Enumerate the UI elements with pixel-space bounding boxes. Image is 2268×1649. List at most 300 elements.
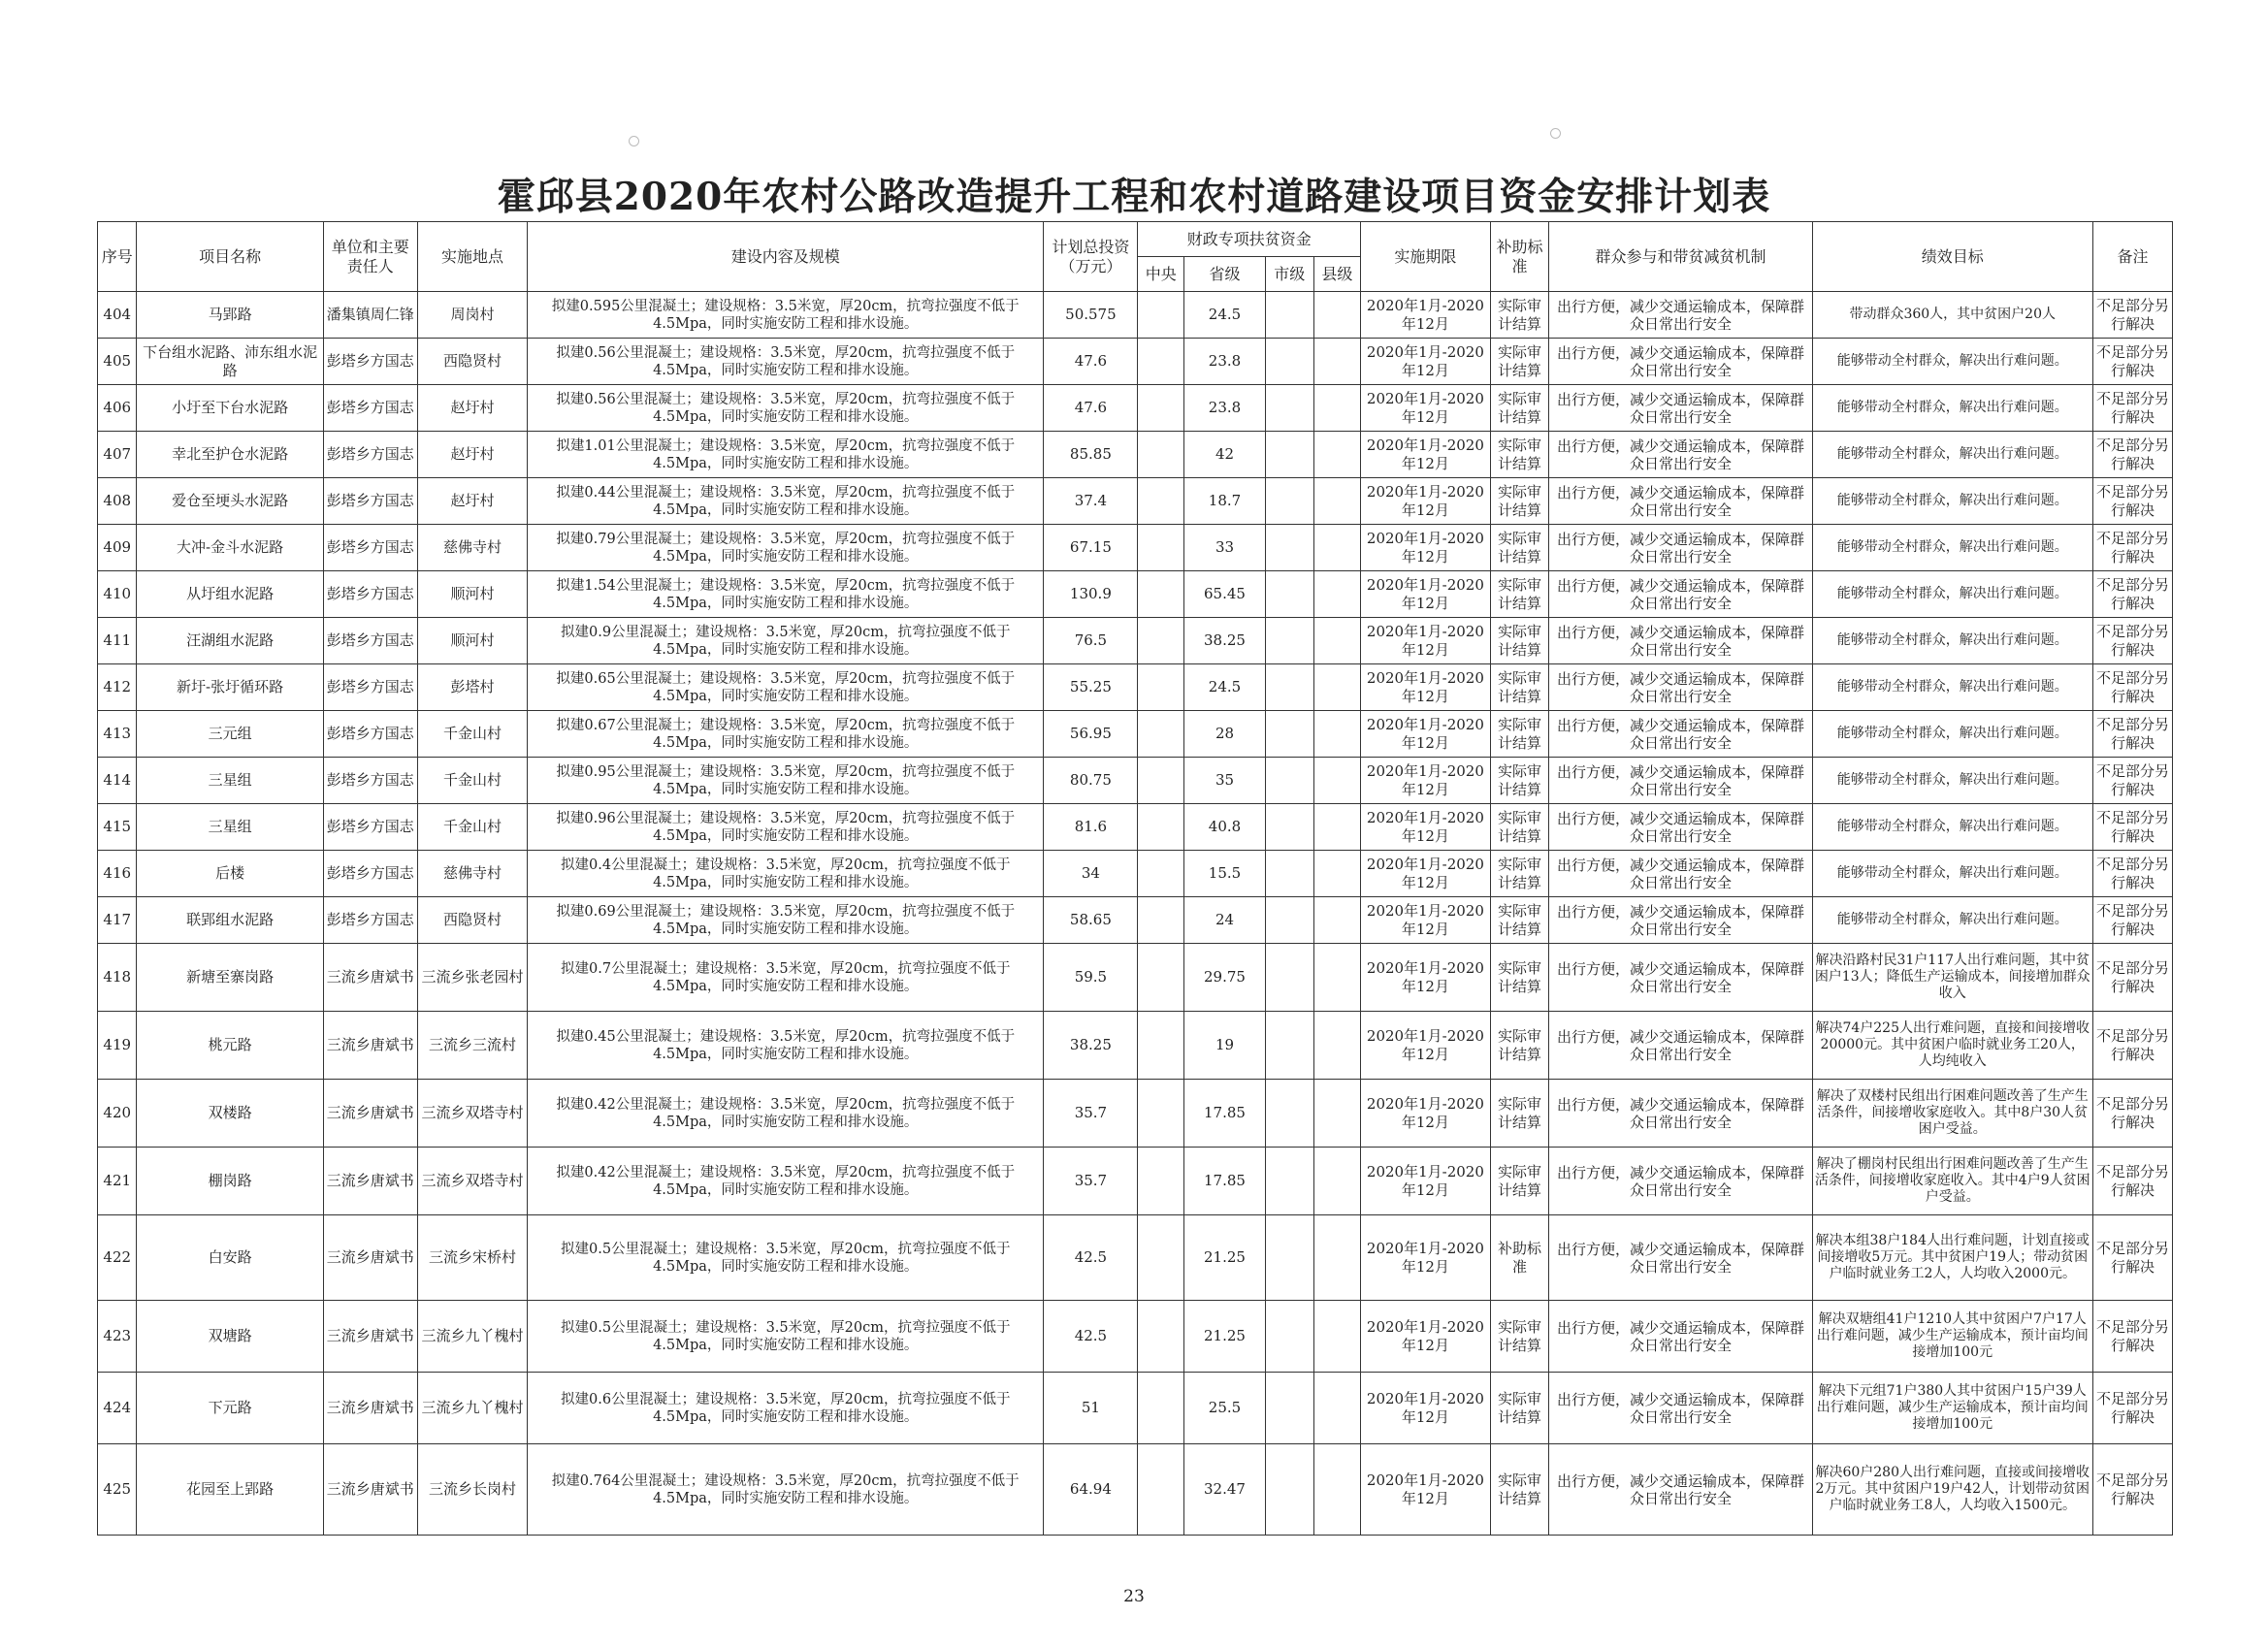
period-cell: 2020年1月-2020年12月 xyxy=(1361,1215,1491,1301)
performance-cell: 能够带动全村群众，解决出行难问题。 xyxy=(1812,758,2092,804)
standard-cell: 实际审计结算 xyxy=(1490,711,1549,758)
mechanism-cell: 出行方便，减少交通运输成本，保障群众日常出行安全 xyxy=(1549,1444,1812,1536)
invest-cell: 58.65 xyxy=(1044,897,1138,944)
mechanism-cell: 出行方便，减少交通运输成本，保障群众日常出行安全 xyxy=(1549,758,1812,804)
header-county: 县级 xyxy=(1313,257,1361,292)
mechanism-cell: 出行方便，减少交通运输成本，保障群众日常出行安全 xyxy=(1549,1301,1812,1373)
name-cell: 联郢组水泥路 xyxy=(137,897,323,944)
table-row xyxy=(98,1373,2173,1444)
province-cell: 23.8 xyxy=(1184,339,1266,385)
unit-cell: 三流乡唐斌书 xyxy=(323,1373,417,1444)
standard-cell: 实际审计结算 xyxy=(1490,1301,1549,1373)
city-cell xyxy=(1265,618,1313,664)
province-cell: 18.7 xyxy=(1184,478,1266,525)
province-cell: 15.5 xyxy=(1184,851,1266,897)
unit-cell: 三流乡唐斌书 xyxy=(323,1148,417,1215)
county-cell xyxy=(1313,618,1361,664)
province-cell: 38.25 xyxy=(1184,618,1266,664)
location-cell: 周岗村 xyxy=(417,292,527,339)
period-cell: 2020年1月-2020年12月 xyxy=(1361,758,1491,804)
mechanism-cell: 出行方便，减少交通运输成本，保障群众日常出行安全 xyxy=(1549,711,1812,758)
seq-cell: 424 xyxy=(98,1373,137,1444)
city-cell xyxy=(1265,897,1313,944)
standard-cell: 实际审计结算 xyxy=(1490,1148,1549,1215)
table-row xyxy=(98,664,2173,711)
performance-cell: 能够带动全村群众，解决出行难问题。 xyxy=(1812,618,2092,664)
invest-cell: 42.5 xyxy=(1044,1215,1138,1301)
content-cell: 拟建0.69公里混凝土；建设规格：3.5米宽，厚20cm，抗弯拉强度不低于4.5Mpa，同时实施安防工程和排水设施。 xyxy=(528,897,1044,944)
period-cell: 2020年1月-2020年12月 xyxy=(1361,385,1491,432)
county-cell xyxy=(1313,339,1361,385)
name-cell: 小圩至下台水泥路 xyxy=(137,385,323,432)
standard-cell: 实际审计结算 xyxy=(1490,1373,1549,1444)
standard-cell: 实际审计结算 xyxy=(1490,758,1549,804)
county-cell xyxy=(1313,1012,1361,1080)
city-cell xyxy=(1265,571,1313,618)
province-cell: 17.85 xyxy=(1184,1148,1266,1215)
county-cell xyxy=(1313,758,1361,804)
mechanism-cell: 出行方便，减少交通运输成本，保障群众日常出行安全 xyxy=(1549,525,1812,571)
unit-cell: 彭塔乡方国志 xyxy=(323,525,417,571)
city-cell xyxy=(1265,944,1313,1012)
performance-cell: 能够带动全村群众，解决出行难问题。 xyxy=(1812,571,2092,618)
seq-cell: 422 xyxy=(98,1215,137,1301)
city-cell xyxy=(1265,478,1313,525)
remark-cell: 不足部分另行解决 xyxy=(2092,851,2172,897)
scan-mark xyxy=(1550,128,1561,139)
invest-cell: 56.95 xyxy=(1044,711,1138,758)
invest-cell: 47.6 xyxy=(1044,385,1138,432)
performance-cell: 能够带动全村群众，解决出行难问题。 xyxy=(1812,432,2092,478)
content-cell: 拟建0.42公里混凝土；建设规格：3.5米宽，厚20cm，抗弯拉强度不低于4.5Mpa，同时实施安防工程和排水设施。 xyxy=(528,1080,1044,1148)
period-cell: 2020年1月-2020年12月 xyxy=(1361,711,1491,758)
province-cell: 24.5 xyxy=(1184,664,1266,711)
city-cell xyxy=(1265,292,1313,339)
remark-cell: 不足部分另行解决 xyxy=(2092,944,2172,1012)
mechanism-cell: 出行方便，减少交通运输成本，保障群众日常出行安全 xyxy=(1549,1215,1812,1301)
location-cell: 三流乡双塔寺村 xyxy=(417,1148,527,1215)
header-location: 实施地点 xyxy=(417,222,527,292)
standard-cell: 实际审计结算 xyxy=(1490,664,1549,711)
location-cell: 西隐贤村 xyxy=(417,897,527,944)
standard-cell: 实际审计结算 xyxy=(1490,1080,1549,1148)
content-cell: 拟建0.7公里混凝土；建设规格：3.5米宽，厚20cm，抗弯拉强度不低于4.5Mpa，同时实施安防工程和排水设施。 xyxy=(528,944,1044,1012)
central-cell xyxy=(1138,292,1184,339)
province-cell: 23.8 xyxy=(1184,385,1266,432)
remark-cell: 不足部分另行解决 xyxy=(2092,1215,2172,1301)
unit-cell: 彭塔乡方国志 xyxy=(323,385,417,432)
city-cell xyxy=(1265,1444,1313,1536)
header-remark: 备注 xyxy=(2092,222,2172,292)
page-title: 霍邱县2020年农村公路改造提升工程和农村道路建设项目资金安排计划表 xyxy=(497,175,1771,219)
remark-cell: 不足部分另行解决 xyxy=(2092,525,2172,571)
unit-cell: 彭塔乡方国志 xyxy=(323,432,417,478)
remark-cell: 不足部分另行解决 xyxy=(2092,1301,2172,1373)
invest-cell: 85.85 xyxy=(1044,432,1138,478)
location-cell: 千金山村 xyxy=(417,758,527,804)
table-row xyxy=(98,1148,2173,1215)
city-cell xyxy=(1265,851,1313,897)
province-cell: 65.45 xyxy=(1184,571,1266,618)
invest-cell: 81.6 xyxy=(1044,804,1138,851)
content-cell: 拟建0.45公里混凝土；建设规格：3.5米宽，厚20cm，抗弯拉强度不低于4.5Mpa，同时实施安防工程和排水设施。 xyxy=(528,1012,1044,1080)
central-cell xyxy=(1138,804,1184,851)
content-cell: 拟建0.65公里混凝土；建设规格：3.5米宽，厚20cm，抗弯拉强度不低于4.5Mpa，同时实施安防工程和排水设施。 xyxy=(528,664,1044,711)
unit-cell: 彭塔乡方国志 xyxy=(323,897,417,944)
content-cell: 拟建0.5公里混凝土；建设规格：3.5米宽，厚20cm，抗弯拉强度不低于4.5Mpa，同时实施安防工程和排水设施。 xyxy=(528,1301,1044,1373)
remark-cell: 不足部分另行解决 xyxy=(2092,758,2172,804)
content-cell: 拟建0.5公里混凝土；建设规格：3.5米宽，厚20cm，抗弯拉强度不低于4.5Mpa，同时实施安防工程和排水设施。 xyxy=(528,1215,1044,1301)
seq-cell: 416 xyxy=(98,851,137,897)
central-cell xyxy=(1138,1215,1184,1301)
location-cell: 顺河村 xyxy=(417,571,527,618)
county-cell xyxy=(1313,478,1361,525)
mechanism-cell: 出行方便，减少交通运输成本，保障群众日常出行安全 xyxy=(1549,1148,1812,1215)
location-cell: 三流乡三流村 xyxy=(417,1012,527,1080)
name-cell: 下元路 xyxy=(137,1373,323,1444)
central-cell xyxy=(1138,525,1184,571)
central-cell xyxy=(1138,478,1184,525)
city-cell xyxy=(1265,432,1313,478)
name-cell: 后楼 xyxy=(137,851,323,897)
province-cell: 33 xyxy=(1184,525,1266,571)
seq-cell: 409 xyxy=(98,525,137,571)
seq-cell: 418 xyxy=(98,944,137,1012)
seq-cell: 419 xyxy=(98,1012,137,1080)
invest-cell: 37.4 xyxy=(1044,478,1138,525)
name-cell: 双塘路 xyxy=(137,1301,323,1373)
mechanism-cell: 出行方便，减少交通运输成本，保障群众日常出行安全 xyxy=(1549,618,1812,664)
province-cell: 32.47 xyxy=(1184,1444,1266,1536)
seq-cell: 406 xyxy=(98,385,137,432)
unit-cell: 三流乡唐斌书 xyxy=(323,944,417,1012)
period-cell: 2020年1月-2020年12月 xyxy=(1361,851,1491,897)
table-row xyxy=(98,711,2173,758)
mechanism-cell: 出行方便，减少交通运输成本，保障群众日常出行安全 xyxy=(1549,664,1812,711)
mechanism-cell: 出行方便，减少交通运输成本，保障群众日常出行安全 xyxy=(1549,1080,1812,1148)
content-cell: 拟建0.56公里混凝土；建设规格：3.5米宽，厚20cm，抗弯拉强度不低于4.5Mpa，同时实施安防工程和排水设施。 xyxy=(528,339,1044,385)
city-cell xyxy=(1265,1215,1313,1301)
header-invest: 计划总投资（万元） xyxy=(1044,222,1138,292)
location-cell: 赵圩村 xyxy=(417,432,527,478)
unit-cell: 三流乡唐斌书 xyxy=(323,1080,417,1148)
location-cell: 赵圩村 xyxy=(417,478,527,525)
mechanism-cell: 出行方便，减少交通运输成本，保障群众日常出行安全 xyxy=(1549,478,1812,525)
name-cell: 马郢路 xyxy=(137,292,323,339)
central-cell xyxy=(1138,664,1184,711)
standard-cell: 实际审计结算 xyxy=(1490,944,1549,1012)
city-cell xyxy=(1265,1080,1313,1148)
unit-cell: 三流乡唐斌书 xyxy=(323,1301,417,1373)
content-cell: 拟建0.6公里混凝土；建设规格：3.5米宽，厚20cm，抗弯拉强度不低于4.5Mpa，同时实施安防工程和排水设施。 xyxy=(528,1373,1044,1444)
name-cell: 双楼路 xyxy=(137,1080,323,1148)
mechanism-cell: 出行方便，减少交通运输成本，保障群众日常出行安全 xyxy=(1549,1012,1812,1080)
invest-cell: 50.575 xyxy=(1044,292,1138,339)
invest-cell: 59.5 xyxy=(1044,944,1138,1012)
city-cell xyxy=(1265,664,1313,711)
seq-cell: 412 xyxy=(98,664,137,711)
invest-cell: 47.6 xyxy=(1044,339,1138,385)
content-cell: 拟建0.44公里混凝土；建设规格：3.5米宽，厚20cm，抗弯拉强度不低于4.5Mpa，同时实施安防工程和排水设施。 xyxy=(528,478,1044,525)
mechanism-cell: 出行方便，减少交通运输成本，保障群众日常出行安全 xyxy=(1549,804,1812,851)
central-cell xyxy=(1138,571,1184,618)
table-row xyxy=(98,897,2173,944)
name-cell: 三元组 xyxy=(137,711,323,758)
mechanism-cell: 出行方便，减少交通运输成本，保障群众日常出行安全 xyxy=(1549,432,1812,478)
mechanism-cell: 出行方便，减少交通运输成本，保障群众日常出行安全 xyxy=(1549,1373,1812,1444)
performance-cell: 能够带动全村群众，解决出行难问题。 xyxy=(1812,711,2092,758)
city-cell xyxy=(1265,711,1313,758)
central-cell xyxy=(1138,711,1184,758)
seq-cell: 420 xyxy=(98,1080,137,1148)
table-row xyxy=(98,525,2173,571)
name-cell: 汪湖组水泥路 xyxy=(137,618,323,664)
period-cell: 2020年1月-2020年12月 xyxy=(1361,432,1491,478)
standard-cell: 实际审计结算 xyxy=(1490,1444,1549,1536)
location-cell: 三流乡宋桥村 xyxy=(417,1215,527,1301)
performance-cell: 解决下元组71户380人其中贫困户15户39人出行难问题，减少生产运输成本，预计亩均间接增加100元 xyxy=(1812,1373,2092,1444)
scan-mark xyxy=(629,136,639,146)
unit-cell: 三流乡唐斌书 xyxy=(323,1215,417,1301)
table-row xyxy=(98,385,2173,432)
standard-cell: 实际审计结算 xyxy=(1490,525,1549,571)
standard-cell: 实际审计结算 xyxy=(1490,385,1549,432)
header-unit: 单位和主要责任人 xyxy=(323,222,417,292)
name-cell: 大冲-金斗水泥路 xyxy=(137,525,323,571)
remark-cell: 不足部分另行解决 xyxy=(2092,1080,2172,1148)
performance-cell: 解决本组38户184人出行难问题，计划直接或间接增收5万元。其中贫困户19人；带动贫困户临时就业务工2人，人均收入2000元。 xyxy=(1812,1215,2092,1301)
table-row xyxy=(98,944,2173,1012)
province-cell: 24 xyxy=(1184,897,1266,944)
province-cell: 21.25 xyxy=(1184,1301,1266,1373)
city-cell xyxy=(1265,1148,1313,1215)
performance-cell: 能够带动全村群众，解决出行难问题。 xyxy=(1812,804,2092,851)
county-cell xyxy=(1313,1373,1361,1444)
remark-cell: 不足部分另行解决 xyxy=(2092,385,2172,432)
remark-cell: 不足部分另行解决 xyxy=(2092,804,2172,851)
location-cell: 西隐贤村 xyxy=(417,339,527,385)
content-cell: 拟建0.42公里混凝土；建设规格：3.5米宽，厚20cm，抗弯拉强度不低于4.5Mpa，同时实施安防工程和排水设施。 xyxy=(528,1148,1044,1215)
table-row xyxy=(98,1012,2173,1080)
invest-cell: 55.25 xyxy=(1044,664,1138,711)
header-performance: 绩效目标 xyxy=(1812,222,2092,292)
seq-cell: 404 xyxy=(98,292,137,339)
table-row xyxy=(98,339,2173,385)
remark-cell: 不足部分另行解决 xyxy=(2092,432,2172,478)
location-cell: 三流乡九丫槐村 xyxy=(417,1373,527,1444)
period-cell: 2020年1月-2020年12月 xyxy=(1361,292,1491,339)
header-period: 实施期限 xyxy=(1361,222,1491,292)
county-cell xyxy=(1313,664,1361,711)
content-cell: 拟建0.764公里混凝土；建设规格：3.5米宽，厚20cm，抗弯拉强度不低于4.5Mpa，同时实施安防工程和排水设施。 xyxy=(528,1444,1044,1536)
name-cell: 花园至上郢路 xyxy=(137,1444,323,1536)
table-row xyxy=(98,1215,2173,1301)
county-cell xyxy=(1313,711,1361,758)
header-content: 建设内容及规模 xyxy=(528,222,1044,292)
seq-cell: 417 xyxy=(98,897,137,944)
remark-cell: 不足部分另行解决 xyxy=(2092,1444,2172,1536)
mechanism-cell: 出行方便，减少交通运输成本，保障群众日常出行安全 xyxy=(1549,897,1812,944)
content-cell: 拟建0.96公里混凝土；建设规格：3.5米宽，厚20cm，抗弯拉强度不低于4.5Mpa，同时实施安防工程和排水设施。 xyxy=(528,804,1044,851)
header-standard: 补助标准 xyxy=(1490,222,1549,292)
table-row xyxy=(98,758,2173,804)
content-cell: 拟建1.54公里混凝土；建设规格：3.5米宽，厚20cm，抗弯拉强度不低于4.5Mpa，同时实施安防工程和排水设施。 xyxy=(528,571,1044,618)
table-row xyxy=(98,851,2173,897)
invest-cell: 38.25 xyxy=(1044,1012,1138,1080)
name-cell: 下台组水泥路、沛东组水泥路 xyxy=(137,339,323,385)
unit-cell: 三流乡唐斌书 xyxy=(323,1012,417,1080)
central-cell xyxy=(1138,897,1184,944)
header-province: 省级 xyxy=(1184,257,1266,292)
location-cell: 慈佛寺村 xyxy=(417,525,527,571)
content-cell: 拟建0.79公里混凝土；建设规格：3.5米宽，厚20cm，抗弯拉强度不低于4.5Mpa，同时实施安防工程和排水设施。 xyxy=(528,525,1044,571)
seq-cell: 410 xyxy=(98,571,137,618)
seq-cell: 415 xyxy=(98,804,137,851)
performance-cell: 能够带动全村群众，解决出行难问题。 xyxy=(1812,525,2092,571)
content-cell: 拟建0.56公里混凝土；建设规格：3.5米宽，厚20cm，抗弯拉强度不低于4.5Mpa，同时实施安防工程和排水设施。 xyxy=(528,385,1044,432)
performance-cell: 解决74户225人出行难问题，直接和间接增收20000元。其中贫困户临时就业务工20人，人均纯收入 xyxy=(1812,1012,2092,1080)
city-cell xyxy=(1265,758,1313,804)
header-central: 中央 xyxy=(1138,257,1184,292)
county-cell xyxy=(1313,1444,1361,1536)
county-cell xyxy=(1313,292,1361,339)
table-row xyxy=(98,571,2173,618)
funding-plan-table xyxy=(97,221,2173,1536)
central-cell xyxy=(1138,851,1184,897)
unit-cell: 彭塔乡方国志 xyxy=(323,711,417,758)
county-cell xyxy=(1313,432,1361,478)
unit-cell: 彭塔乡方国志 xyxy=(323,664,417,711)
city-cell xyxy=(1265,1301,1313,1373)
performance-cell: 能够带动全村群众，解决出行难问题。 xyxy=(1812,851,2092,897)
mechanism-cell: 出行方便，减少交通运输成本，保障群众日常出行安全 xyxy=(1549,292,1812,339)
invest-cell: 67.15 xyxy=(1044,525,1138,571)
standard-cell: 实际审计结算 xyxy=(1490,804,1549,851)
location-cell: 彭塔村 xyxy=(417,664,527,711)
performance-cell: 能够带动全村群众，解决出行难问题。 xyxy=(1812,478,2092,525)
table-row xyxy=(98,618,2173,664)
location-cell: 赵圩村 xyxy=(417,385,527,432)
invest-cell: 42.5 xyxy=(1044,1301,1138,1373)
period-cell: 2020年1月-2020年12月 xyxy=(1361,1148,1491,1215)
seq-cell: 421 xyxy=(98,1148,137,1215)
table-row xyxy=(98,1080,2173,1148)
performance-cell: 能够带动全村群众，解决出行难问题。 xyxy=(1812,664,2092,711)
period-cell: 2020年1月-2020年12月 xyxy=(1361,571,1491,618)
standard-cell: 补助标准 xyxy=(1490,1215,1549,1301)
header-city: 市级 xyxy=(1265,257,1313,292)
standard-cell: 实际审计结算 xyxy=(1490,1012,1549,1080)
mechanism-cell: 出行方便，减少交通运输成本，保障群众日常出行安全 xyxy=(1549,571,1812,618)
table-row xyxy=(98,292,2173,339)
central-cell xyxy=(1138,1301,1184,1373)
unit-cell: 彭塔乡方国志 xyxy=(323,478,417,525)
name-cell: 三星组 xyxy=(137,804,323,851)
header-name: 项目名称 xyxy=(137,222,323,292)
province-cell: 25.5 xyxy=(1184,1373,1266,1444)
county-cell xyxy=(1313,944,1361,1012)
city-cell xyxy=(1265,525,1313,571)
central-cell xyxy=(1138,944,1184,1012)
invest-cell: 35.7 xyxy=(1044,1148,1138,1215)
central-cell xyxy=(1138,758,1184,804)
seq-cell: 413 xyxy=(98,711,137,758)
remark-cell: 不足部分另行解决 xyxy=(2092,292,2172,339)
performance-cell: 能够带动全村群众，解决出行难问题。 xyxy=(1812,385,2092,432)
standard-cell: 实际审计结算 xyxy=(1490,851,1549,897)
period-cell: 2020年1月-2020年12月 xyxy=(1361,1012,1491,1080)
standard-cell: 实际审计结算 xyxy=(1490,897,1549,944)
seq-cell: 405 xyxy=(98,339,137,385)
name-cell: 桃元路 xyxy=(137,1012,323,1080)
name-cell: 白安路 xyxy=(137,1215,323,1301)
mechanism-cell: 出行方便，减少交通运输成本，保障群众日常出行安全 xyxy=(1549,339,1812,385)
county-cell xyxy=(1313,385,1361,432)
central-cell xyxy=(1138,1444,1184,1536)
invest-cell: 80.75 xyxy=(1044,758,1138,804)
header-mechanism: 群众参与和带贫减贫机制 xyxy=(1549,222,1812,292)
period-cell: 2020年1月-2020年12月 xyxy=(1361,944,1491,1012)
performance-cell: 能够带动全村群众，解决出行难问题。 xyxy=(1812,897,2092,944)
unit-cell: 潘集镇周仁锋 xyxy=(323,292,417,339)
unit-cell: 彭塔乡方国志 xyxy=(323,851,417,897)
performance-cell: 解决了棚岗村民组出行困难问题改善了生产生活条件，间接增收家庭收入。其中4户9人贫困户受益。 xyxy=(1812,1148,2092,1215)
table-row xyxy=(98,1444,2173,1536)
central-cell xyxy=(1138,385,1184,432)
content-cell: 拟建0.595公里混凝土；建设规格：3.5米宽，厚20cm，抗弯拉强度不低于4.5Mpa，同时实施安防工程和排水设施。 xyxy=(528,292,1044,339)
remark-cell: 不足部分另行解决 xyxy=(2092,571,2172,618)
central-cell xyxy=(1138,618,1184,664)
content-cell: 拟建0.4公里混凝土；建设规格：3.5米宽，厚20cm，抗弯拉强度不低于4.5Mpa，同时实施安防工程和排水设施。 xyxy=(528,851,1044,897)
standard-cell: 实际审计结算 xyxy=(1490,478,1549,525)
mechanism-cell: 出行方便，减少交通运输成本，保障群众日常出行安全 xyxy=(1549,385,1812,432)
name-cell: 棚岗路 xyxy=(137,1148,323,1215)
province-cell: 40.8 xyxy=(1184,804,1266,851)
table-row xyxy=(98,804,2173,851)
province-cell: 19 xyxy=(1184,1012,1266,1080)
remark-cell: 不足部分另行解决 xyxy=(2092,478,2172,525)
county-cell xyxy=(1313,804,1361,851)
period-cell: 2020年1月-2020年12月 xyxy=(1361,339,1491,385)
standard-cell: 实际审计结算 xyxy=(1490,618,1549,664)
city-cell xyxy=(1265,1012,1313,1080)
central-cell xyxy=(1138,339,1184,385)
unit-cell: 彭塔乡方国志 xyxy=(323,571,417,618)
county-cell xyxy=(1313,571,1361,618)
performance-cell: 解决了双楼村民组出行困难问题改善了生产生活条件，间接增收家庭收入。其中8户30人贫困户受益。 xyxy=(1812,1080,2092,1148)
performance-cell: 带动群众360人，其中贫困户20人 xyxy=(1812,292,2092,339)
location-cell: 三流乡双塔寺村 xyxy=(417,1080,527,1148)
mechanism-cell: 出行方便，减少交通运输成本，保障群众日常出行安全 xyxy=(1549,944,1812,1012)
table-row xyxy=(98,432,2173,478)
province-cell: 29.75 xyxy=(1184,944,1266,1012)
city-cell xyxy=(1265,339,1313,385)
province-cell: 28 xyxy=(1184,711,1266,758)
period-cell: 2020年1月-2020年12月 xyxy=(1361,804,1491,851)
name-cell: 从圩组水泥路 xyxy=(137,571,323,618)
remark-cell: 不足部分另行解决 xyxy=(2092,1373,2172,1444)
seq-cell: 423 xyxy=(98,1301,137,1373)
period-cell: 2020年1月-2020年12月 xyxy=(1361,897,1491,944)
unit-cell: 彭塔乡方国志 xyxy=(323,804,417,851)
seq-cell: 407 xyxy=(98,432,137,478)
province-cell: 42 xyxy=(1184,432,1266,478)
period-cell: 2020年1月-2020年12月 xyxy=(1361,664,1491,711)
content-cell: 拟建1.01公里混凝土；建设规格：3.5米宽，厚20cm，抗弯拉强度不低于4.5Mpa，同时实施安防工程和排水设施。 xyxy=(528,432,1044,478)
location-cell: 顺河村 xyxy=(417,618,527,664)
seq-cell: 411 xyxy=(98,618,137,664)
header-seq: 序号 xyxy=(98,222,137,292)
